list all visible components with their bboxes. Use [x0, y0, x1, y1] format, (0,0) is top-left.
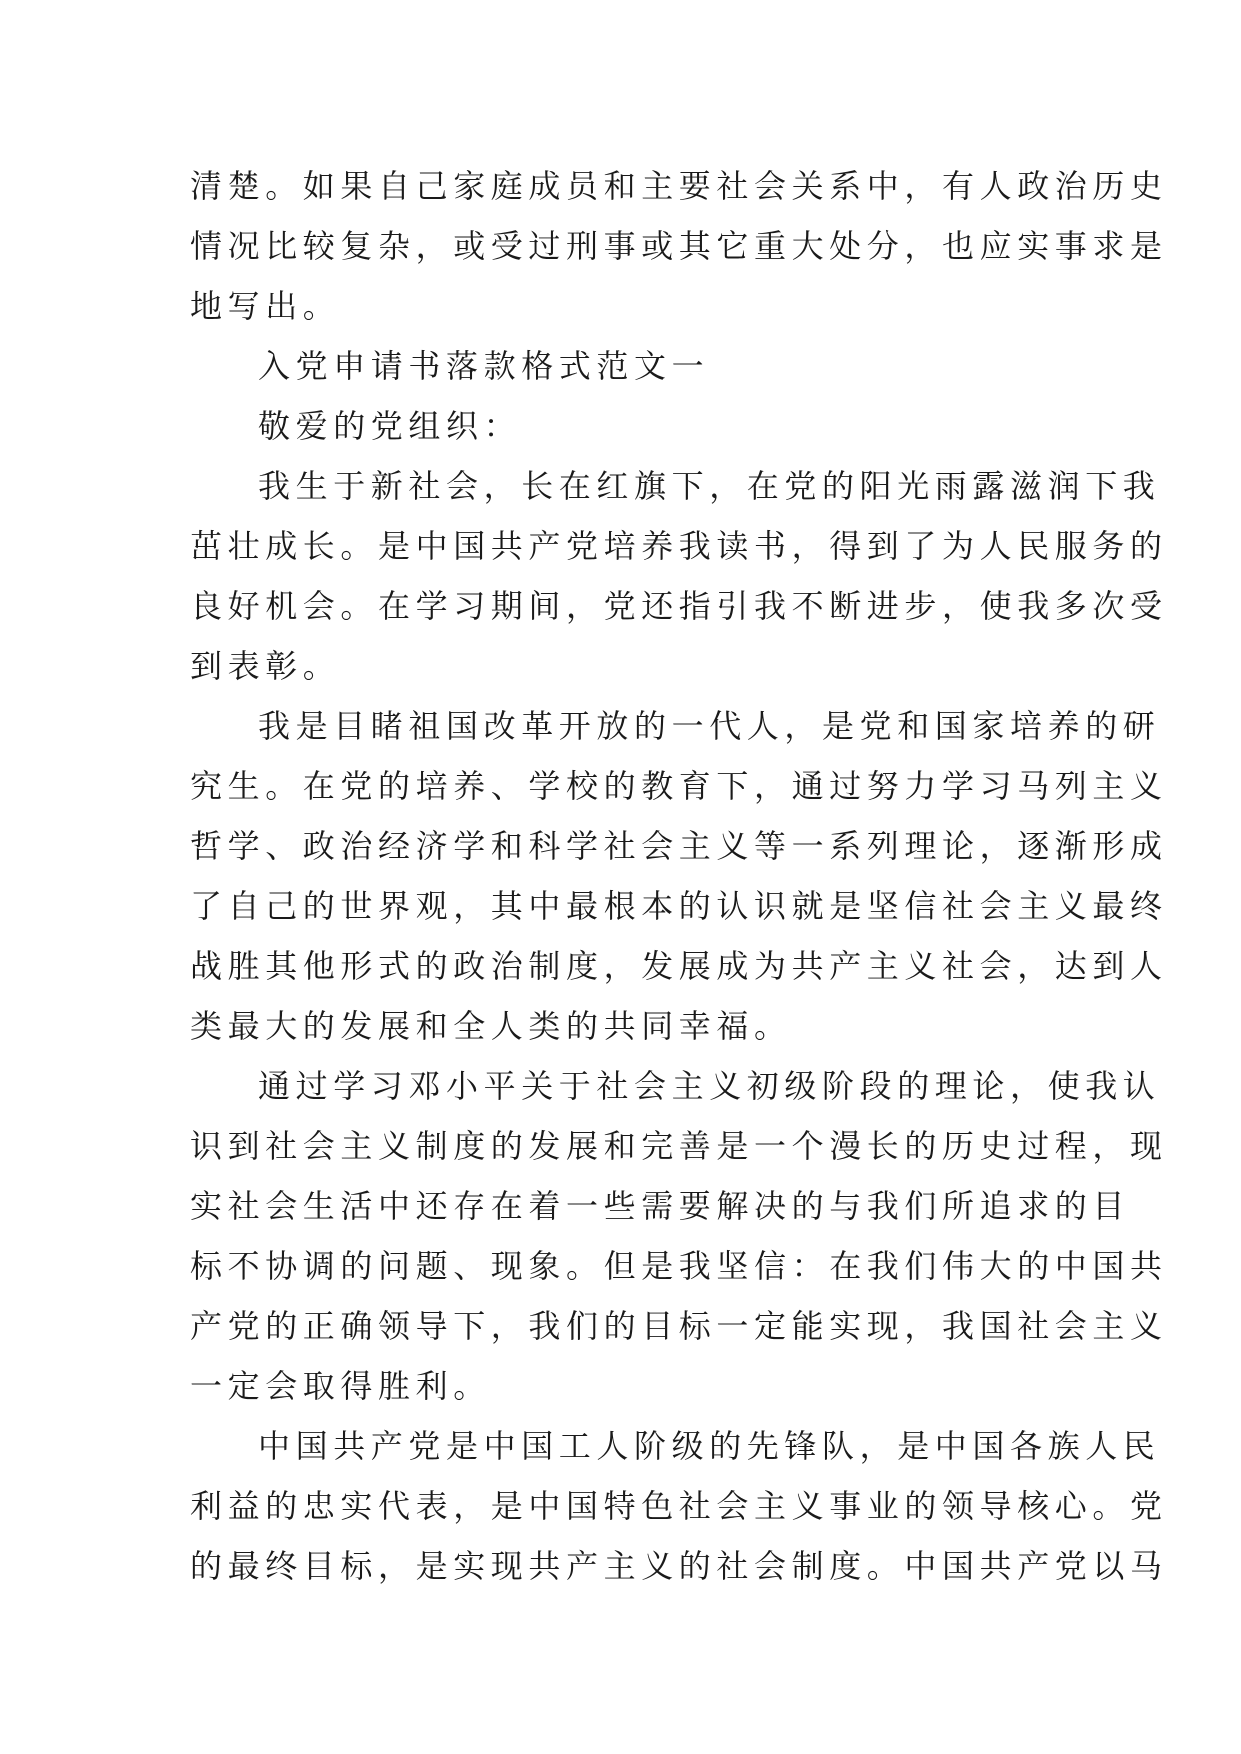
- text-line: 一定会取得胜利。: [190, 1367, 491, 1405]
- text-line: 类最大的发展和全人类的共同幸福。: [190, 1007, 792, 1045]
- salutation: 敬爱的党组织：: [258, 407, 522, 445]
- text-line: 实社会生活中还存在着一些需要解决的与我们所追求的目: [190, 1187, 1131, 1225]
- text-line: 产党的正确领导下，我们的目标一定能实现，我国社会主义: [190, 1307, 1168, 1345]
- text-line: 标不协调的问题、现象。但是我坚信：在我们伟大的中国共: [190, 1247, 1168, 1285]
- text-line: 情况比较复杂，或受过刑事或其它重大处分，也应实事求是: [190, 227, 1168, 265]
- text-line: 我是目睹祖国改革开放的一代人，是党和国家培养的研: [258, 707, 1161, 745]
- text-line: 良好机会。在学习期间，党还指引我不断进步，使我多次受: [190, 587, 1168, 625]
- text-line: 到表彰。: [190, 647, 341, 685]
- text-line: 清楚。如果自己家庭成员和主要社会关系中，有人政治历史: [190, 167, 1168, 205]
- text-line: 了自己的世界观，其中最根本的认识就是坚信社会主义最终: [190, 887, 1168, 925]
- text-line: 究生。在党的培养、学校的教育下，通过努力学习马列主义: [190, 767, 1168, 805]
- text-line: 我生于新社会，长在红旗下，在党的阳光雨露滋润下我: [258, 467, 1161, 505]
- section-heading: 入党申请书落款格式范文一: [258, 347, 710, 385]
- text-line: 利益的忠实代表，是中国特色社会主义事业的领导核心。党: [190, 1487, 1168, 1525]
- text-line: 通过学习邓小平关于社会主义初级阶段的理论，使我认: [258, 1067, 1161, 1105]
- text-line: 中国共产党是中国工人阶级的先锋队，是中国各族人民: [258, 1427, 1161, 1465]
- text-line: 的最终目标，是实现共产主义的社会制度。中国共产党以马: [190, 1547, 1168, 1585]
- text-line: 哲学、政治经济学和科学社会主义等一系列理论，逐渐形成: [190, 827, 1168, 865]
- text-line: 茁壮成长。是中国共产党培养我读书，得到了为人民服务的: [190, 527, 1168, 565]
- text-line: 战胜其他形式的政治制度，发展成为共产主义社会，达到人: [190, 947, 1168, 985]
- text-line: 识到社会主义制度的发展和完善是一个漫长的历史过程，现: [190, 1127, 1168, 1165]
- text-line: 地写出。: [190, 287, 341, 325]
